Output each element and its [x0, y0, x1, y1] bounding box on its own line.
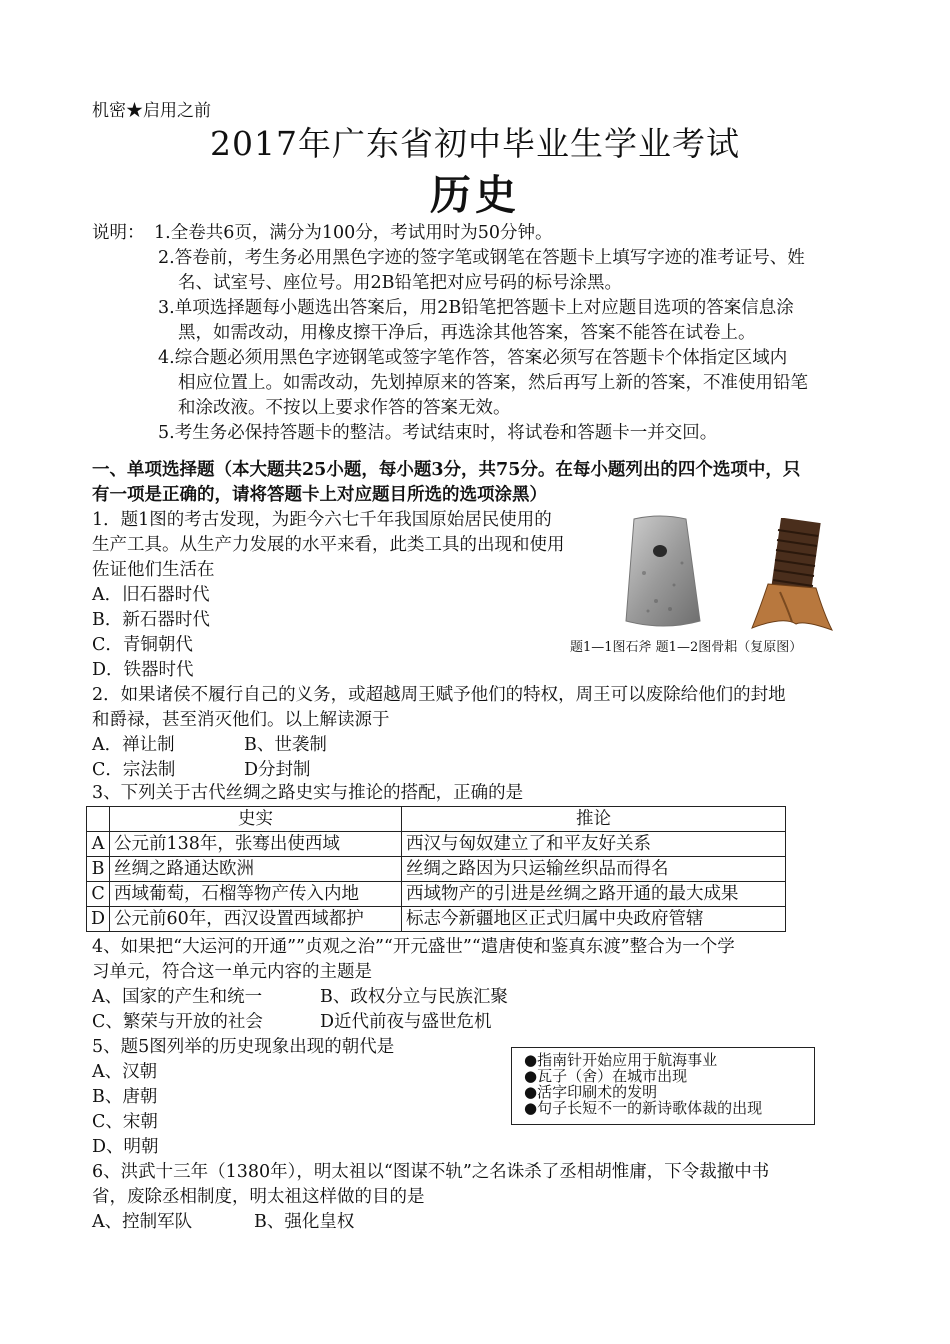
instruction-line: 2.答卷前，考生务必用黑色字迹的签字笔或钢笔在答题卡上填写字迹的准考证号、姓	[158, 248, 805, 268]
instruction-line: 和涂改液。不按以上要求作答的答案无效。	[178, 398, 511, 418]
question-2-option: D分封制	[244, 760, 311, 780]
table-cell: 西汉与匈奴建立了和平友好关系	[402, 832, 786, 857]
table-cell: C	[87, 882, 110, 907]
question-1-text: 生产工具。从生产力发展的水平来看，此类工具的出现和使用	[92, 535, 565, 555]
instruction-line: 相应位置上。如需改动，先划掉原来的答案，然后再写上新的答案，不准使用铅笔	[178, 373, 808, 393]
table-cell: D	[87, 907, 110, 932]
stone-axe-figure	[620, 513, 706, 631]
figure-5-item: ●句子长短不一的新诗歌体裁的出现	[524, 1099, 763, 1117]
question-2-option: A．禅让制	[92, 735, 175, 755]
table-header-cell: 推论	[402, 807, 786, 832]
table-cell: B	[87, 857, 110, 882]
table-header-cell	[87, 807, 110, 832]
table-row	[87, 907, 786, 932]
instructions-label: 说明：	[92, 223, 145, 243]
figure-5-item: ●指南针开始应用于航海事业	[524, 1051, 718, 1069]
question-4-option: C、繁荣与开放的社会	[92, 1012, 263, 1032]
table-row	[87, 882, 786, 907]
table-header-row	[87, 807, 786, 832]
question-6-option: A、控制军队	[92, 1212, 193, 1232]
question-5-option: B、唐朝	[92, 1087, 158, 1107]
section-heading: 一、单项选择题（本大题共25小题，每小题3分，共75分。在每小题列出的四个选项中，只	[92, 460, 801, 480]
question-1-option: C．青铜朝代	[92, 635, 193, 655]
table-cell: 西域物产的引进是丝绸之路开通的最大成果	[402, 882, 786, 907]
exam-title: 2017年广东省初中毕业生学业考试	[210, 124, 740, 163]
table-header-cell: 史实	[110, 807, 402, 832]
question-2-option: B、世袭制	[244, 735, 327, 755]
question-1-option: B．新石器时代	[92, 610, 210, 630]
table-row	[87, 857, 786, 882]
question-4-option: A、国家的产生和统一	[92, 987, 263, 1007]
question-4-option: D近代前夜与盛世危机	[320, 1012, 492, 1032]
question-1-option: D．铁器时代	[92, 660, 194, 680]
question-2-option: C．宗法制	[92, 760, 176, 780]
question-4-text: 4、如果把“大运河的开通””贞观之治”“开元盛世”“遣唐使和鉴真东渡”整合为一个学	[92, 937, 735, 957]
table-cell: 丝绸之路因为只运输丝织品而得名	[402, 857, 786, 882]
table-cell: A	[87, 832, 110, 857]
figure-1-caption: 题1—1图石斧 题1—2图骨耜（复原图）	[570, 640, 803, 655]
question-4-option: B、政权分立与民族汇聚	[320, 987, 508, 1007]
table-cell: 西域葡萄，石榴等物产传入内地	[110, 882, 402, 907]
figure-5-item: ●活字印刷术的发明	[524, 1083, 658, 1101]
question-5-option: A、汉朝	[92, 1062, 158, 1082]
confidential-label: 机密★启用之前	[92, 101, 211, 121]
table-cell: 标志今新疆地区正式归属中央政府管辖	[402, 907, 786, 932]
question-1-text: 1．题1图的考古发现，为距今六七千年我国原始居民使用的	[92, 510, 552, 530]
question-5-option: C、宋朝	[92, 1112, 158, 1132]
bone-spade-figure	[744, 518, 838, 632]
subject-title: 历史	[430, 171, 520, 219]
question-5-text: 5、题5图列举的历史现象出现的朝代是	[92, 1037, 395, 1057]
question-2-text: 和爵禄，甚至消灭他们。以上解读源于	[92, 710, 390, 730]
question-6-text: 6、洪武十三年（1380年），明太祖以“图谋不轨”之名诛杀了丞相胡惟庸，下令裁撤中书	[92, 1162, 770, 1182]
question-3-text: 3、下列关于古代丝绸之路史实与推论的搭配，正确的是	[92, 783, 524, 803]
table-row	[87, 832, 786, 857]
instruction-line: 1.全卷共6页，满分为100分，考试用时为50分钟。	[154, 223, 553, 243]
instruction-line: 黑，如需改动，用橡皮擦干净后，再选涂其他答案，答案不能答在试卷上。	[178, 323, 756, 343]
table-cell: 丝绸之路通达欧洲	[110, 857, 402, 882]
section-heading: 有一项是正确的，请将答题卡上对应题目所选的选项涂黑）	[92, 485, 547, 505]
figure-5-item: ●瓦子（舍）在城市出现	[524, 1067, 688, 1085]
figure-5-box	[511, 1047, 815, 1125]
question-5-option: D、明朝	[92, 1137, 159, 1157]
table-cell: 公元前138年，张骞出使西域	[110, 832, 402, 857]
table-cell: 公元前60年，西汉设置西域都护	[110, 907, 402, 932]
instruction-line: 5.考生务必保持答题卡的整洁。考试结束时，将试卷和答题卡一并交回。	[158, 423, 718, 443]
question-1-text: 佐证他们生活在	[92, 560, 215, 580]
instruction-line: 名、试室号、座位号。用2B铅笔把对应号码的标号涂黑。	[178, 273, 622, 293]
instruction-line: 3.单项选择题每小题选出答案后，用2B铅笔把答题卡上对应题目选项的答案信息涂	[158, 298, 794, 318]
instruction-line: 4.综合题必须用黑色字迹钢笔或签字笔作答，答案必须写在答题卡个体指定区域内	[158, 348, 788, 368]
question-6-option: B、强化皇权	[254, 1212, 355, 1232]
question-3-table	[86, 806, 786, 932]
question-6-text: 省，废除丞相制度，明太祖这样做的目的是	[92, 1187, 425, 1207]
question-2-text: 2．如果诸侯不履行自己的义务，或超越周王赋予他们的特权，周王可以废除给他们的封地	[92, 685, 786, 705]
question-4-text: 习单元，符合这一单元内容的主题是	[92, 962, 372, 982]
question-1-option: A．旧石器时代	[92, 585, 210, 605]
